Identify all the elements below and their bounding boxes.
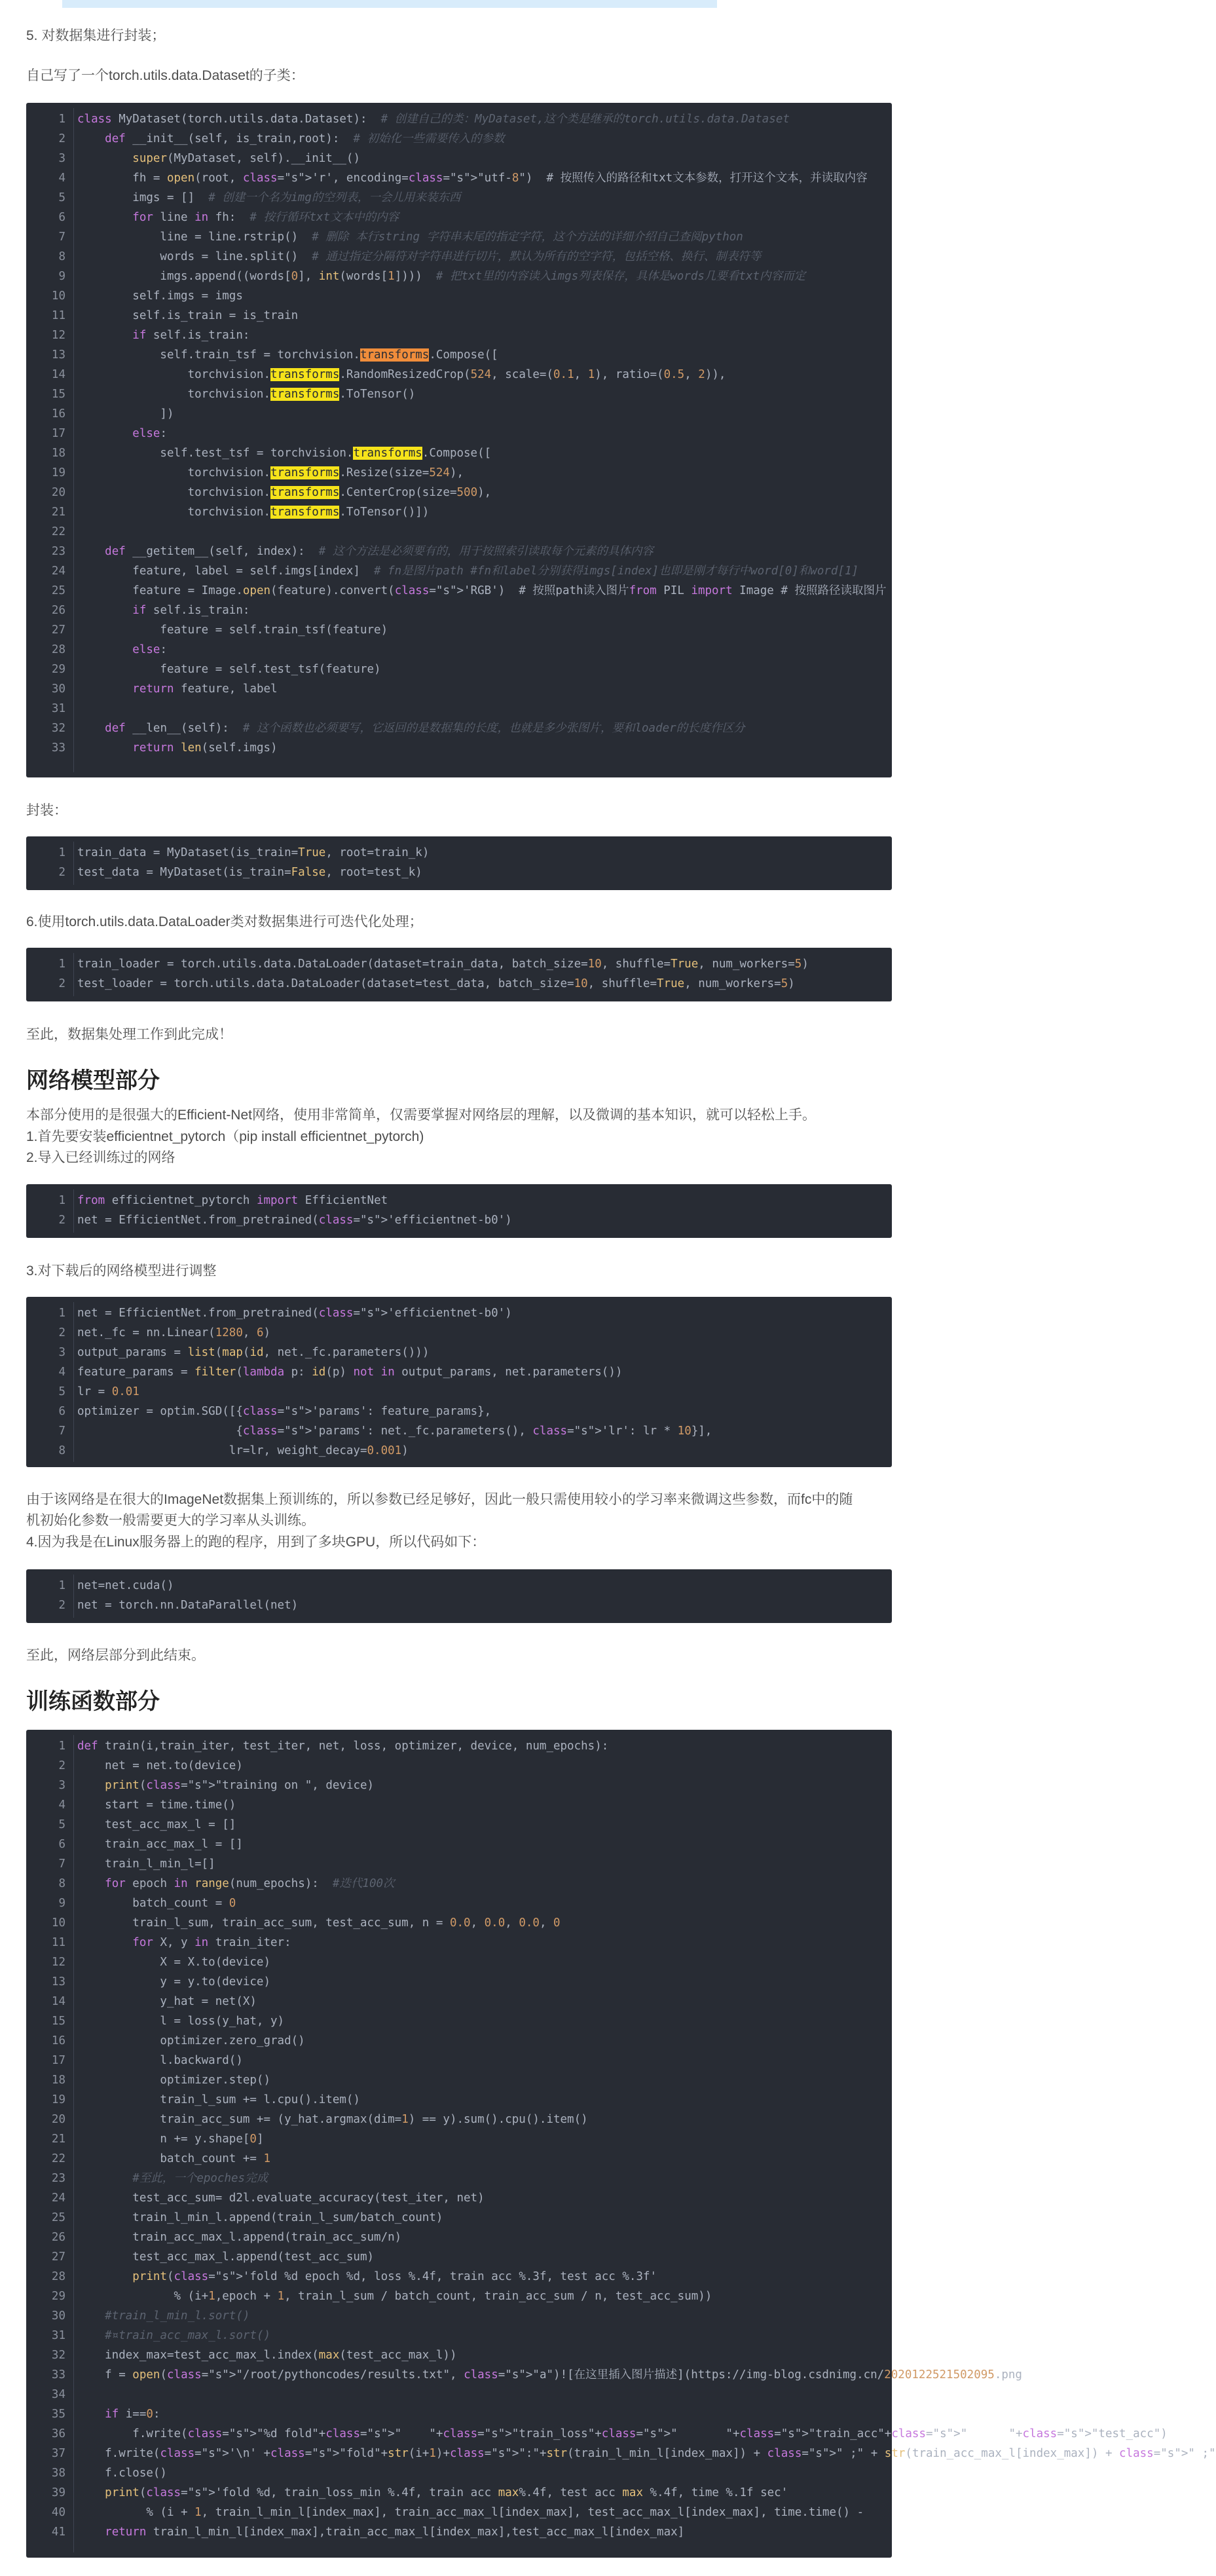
line-number: 38 xyxy=(51,2467,65,2480)
code-line xyxy=(26,974,892,994)
code-line xyxy=(26,2090,892,2110)
code-line xyxy=(26,1576,892,1596)
line-number: 31 xyxy=(51,702,65,715)
code-line xyxy=(26,1815,892,1835)
line-number: 15 xyxy=(51,388,65,401)
code-line xyxy=(26,483,892,502)
code-line xyxy=(26,1972,892,1992)
code-text: net = EfficientNet.from_pretrained(class="s">'efficientnet-b0') xyxy=(77,1214,512,1227)
code-text: self.test_tsf = torchvision.transforms.Compose([ xyxy=(77,447,492,460)
code-line xyxy=(26,1776,892,1795)
code-text: train_l_sum, train_acc_sum, test_acc_sum, n = 0.0, 0.0, 0.0, 0 xyxy=(77,1916,561,1930)
code-line xyxy=(26,954,892,974)
line-number: 3 xyxy=(58,1346,65,1359)
code-text: feature = Image.open(feature).convert(class="s">'RGB') # 按照path读入图片from PIL import Image # 按照路径读取图片 xyxy=(77,584,887,597)
code-text: lr=lr, weight_decay=0.001) xyxy=(77,1444,409,1457)
code-text: torchvision.transforms.RandomResizedCrop(524, scale=(0.1, 1), ratio=(0.5, 2)), xyxy=(77,368,726,381)
line-number: 22 xyxy=(51,525,65,538)
code-line xyxy=(26,306,892,326)
code-text: net._fc = nn.Linear(1280, 6) xyxy=(77,1326,271,1339)
line-number: 29 xyxy=(51,2290,65,2303)
code-line xyxy=(26,1343,892,1362)
line-number: 2 xyxy=(58,1214,65,1227)
line-number: 1 xyxy=(58,1307,65,1320)
line-number: 23 xyxy=(51,545,65,558)
code-text: print(class="s">"training on ", device) xyxy=(105,1779,375,1792)
line-number: 29 xyxy=(51,663,65,676)
line-number: 32 xyxy=(51,2349,65,2362)
code-line xyxy=(26,1874,892,1894)
code-text: y = y.to(device) xyxy=(77,1975,271,1988)
code-block-loader[interactable] xyxy=(26,948,892,1001)
heading-train: 训练函数部分 xyxy=(26,1689,160,1714)
line-number: 2 xyxy=(58,977,65,990)
line-number: 27 xyxy=(51,2250,65,2264)
code-text: imgs.append((words[0], int(words[1]))) # 把txt里的内容读入imgs列表保存，具体是words几要看txt内容而定 xyxy=(77,270,806,283)
code-text: l.backward() xyxy=(77,2054,243,2067)
code-text: train_acc_max_l.append(train_acc_sum/n) xyxy=(77,2231,402,2244)
code-text: return feature, label xyxy=(132,682,278,696)
line-number: 36 xyxy=(51,2427,65,2440)
code-line xyxy=(26,2287,892,2306)
code-text: fh = open(root, class="s">'r', encoding=class="s">"utf-8") # 按照传入的路径和txt文本参数，打开这个文本，并读取内容 xyxy=(77,172,868,185)
code-text: net=net.cuda() xyxy=(77,1579,174,1592)
code-line xyxy=(26,1835,892,1854)
line-number: 6 xyxy=(58,211,65,224)
code-text: feature = self.test_tsf(feature) xyxy=(77,663,381,676)
code-text: imgs = [] # 创建一个名为img的空列表，一会儿用来装东西 xyxy=(77,191,461,204)
line-number: 10 xyxy=(51,289,65,303)
code-line xyxy=(26,738,892,758)
model-done-text: 至此，网络层部分到此结束。 xyxy=(26,1648,205,1663)
line-number: 20 xyxy=(51,486,65,499)
code-line xyxy=(26,1992,892,2011)
code-text: l = loss(y_hat, y) xyxy=(77,2015,285,2028)
code-text: train_acc_sum += (y_hat.argmax(dim=1) == y).sum().cpu().item() xyxy=(77,2113,588,2126)
code-text: f.write(class="s">'\n' +class="s">"fold"+str(i+1)+class="s">":"+str(train_l_min_l[index_max]) + class="s">" ;" + str(train_acc_max_l[index_max]) + class="s">" ;" xyxy=(77,2447,1216,2460)
code-text: lr = 0.01 xyxy=(77,1385,139,1398)
code-line xyxy=(26,2129,892,2149)
code-text: self.train_tsf = torchvision.transforms.Compose([ xyxy=(77,348,498,362)
code-line xyxy=(26,1596,892,1615)
code-text: train_l_min_l=[] xyxy=(77,1857,215,1871)
line-number: 3 xyxy=(58,1779,65,1792)
code-line xyxy=(26,2208,892,2228)
code-text: #至此，一个epoches完成 xyxy=(132,2172,268,2185)
code-line xyxy=(26,561,892,581)
code-text: train_acc_max_l = [] xyxy=(77,1838,243,1851)
imagenet-text-2: 机初始化参数一般需要更大的学习率从头训练。 xyxy=(26,1513,315,1528)
line-number: 25 xyxy=(51,2211,65,2224)
code-block-gpu[interactable] xyxy=(26,1569,892,1623)
code-text: train_data = MyDataset(is_train=True, root=train_k) xyxy=(77,846,430,859)
line-number: 2 xyxy=(58,1599,65,1612)
code-text: for X, y in train_iter: xyxy=(132,1936,291,1949)
code-text: test_acc_sum= d2l.evaluate_accuracy(test_iter, net) xyxy=(77,2192,485,2205)
code-text: if self.is_train: xyxy=(132,604,250,617)
code-line xyxy=(26,227,892,247)
code-line xyxy=(26,2247,892,2267)
code-text: test_acc_max_l.append(test_acc_sum) xyxy=(77,2250,375,2264)
code-line xyxy=(26,581,892,601)
code-text: f.close() xyxy=(77,2467,167,2480)
code-text: if self.is_train: xyxy=(132,329,250,342)
line-number: 21 xyxy=(51,2133,65,2146)
gpu-text: 4.因为我是在Linux服务器上的跑的程序，用到了多块GPU，所以代码如下： xyxy=(26,1535,486,1550)
previous-content-edge xyxy=(62,0,717,8)
line-number: 17 xyxy=(51,427,65,440)
code-line xyxy=(26,109,892,129)
code-text: for line in fh: # 按行循环txt文本中的内容 xyxy=(132,211,399,224)
code-line xyxy=(26,286,892,306)
code-line xyxy=(26,640,892,660)
code-text: ]) xyxy=(77,407,174,420)
code-text: net = net.to(device) xyxy=(77,1759,243,1772)
code-line xyxy=(26,1736,892,1756)
code-text: optimizer.step() xyxy=(77,2074,271,2087)
line-number: 8 xyxy=(58,1877,65,1890)
line-number: 35 xyxy=(51,2408,65,2421)
code-line xyxy=(26,1795,892,1815)
line-number: 2 xyxy=(58,1326,65,1339)
line-number: 13 xyxy=(51,1975,65,1988)
code-text: start = time.time() xyxy=(77,1799,236,1812)
line-number: 1 xyxy=(58,846,65,859)
code-line xyxy=(26,463,892,483)
code-text: super(MyDataset, self).__init__() xyxy=(132,152,360,165)
imagenet-text-1: 由于该网络是在很大的ImageNet数据集上预训练的，所以参数已经足够好，因此一般只需使用较小的学习率来微调这些参数，而fc中的随 xyxy=(26,1492,853,1507)
code-text: batch_count += 1 xyxy=(77,2152,271,2165)
code-line xyxy=(26,326,892,345)
line-number: 19 xyxy=(51,466,65,479)
code-line xyxy=(26,2463,892,2483)
line-number: 8 xyxy=(58,250,65,263)
code-text: torchvision.transforms.Resize(size=524), xyxy=(77,466,464,479)
code-text: index_max=test_acc_max_l.index(max(test_acc_max_l)) xyxy=(77,2349,457,2362)
code-text: feature, label = self.imgs[index] # fn是图片path #fn和label分别获得imgs[index]也即是刚才每行中word[0]和word[1] xyxy=(77,565,859,578)
line-number: 3 xyxy=(58,152,65,165)
code-line xyxy=(26,1362,892,1382)
code-line xyxy=(26,424,892,443)
code-text: words = line.split() # 通过指定分隔符对字符串进行切片，默认为所有的空字符，包括空格、换行、制表符等 xyxy=(77,250,762,263)
code-text: for epoch in range(num_epochs): #迭代100次 xyxy=(105,1877,395,1890)
line-number: 37 xyxy=(51,2447,65,2460)
code-block-wrap[interactable] xyxy=(26,836,892,890)
code-line xyxy=(26,660,892,679)
code-text: n += y.shape[0] xyxy=(77,2133,264,2146)
line-number: 27 xyxy=(51,624,65,637)
code-text: print(class="s">'fold %d epoch %d, loss %.4f, train acc %.3f, test acc %.3f' xyxy=(132,2270,657,2283)
code-line xyxy=(26,1191,892,1210)
code-line xyxy=(26,2326,892,2345)
code-text: #¤train_acc_max_l.sort() xyxy=(105,2329,271,2342)
code-line xyxy=(26,1323,892,1343)
code-text: f = open(class="s">"/root/pythoncodes/results.txt", class="s">"a")![在这里插入图片描述](https://img-blog.csdnimg.cn/2020122521502095.png xyxy=(77,2368,1022,2381)
line-number: 2 xyxy=(58,1759,65,1772)
code-text: net = torch.nn.DataParallel(net) xyxy=(77,1599,299,1612)
adjust-text: 3.对下载后的网络模型进行调整 xyxy=(26,1263,217,1279)
code-line xyxy=(26,843,892,863)
line-number: 24 xyxy=(51,2192,65,2205)
code-line xyxy=(26,620,892,640)
code-line xyxy=(26,2503,892,2522)
install-text: 1.首先要安装efficientnet_pytorch（pip install efficientnet_pytorch) xyxy=(26,1129,424,1144)
code-line xyxy=(26,2522,892,2542)
line-number: 41 xyxy=(51,2526,65,2539)
line-number: 6 xyxy=(58,1405,65,1418)
code-line xyxy=(26,2070,892,2090)
line-number: 24 xyxy=(51,565,65,578)
line-number: 31 xyxy=(51,2329,65,2342)
code-line xyxy=(26,2267,892,2287)
code-line xyxy=(26,365,892,384)
code-line xyxy=(26,1421,892,1441)
code-text: self.is_train = is_train xyxy=(77,309,299,322)
code-text: test_acc_max_l = [] xyxy=(77,1818,236,1831)
line-number: 28 xyxy=(51,643,65,656)
code-text: print(class="s">'fold %d, train_loss_min %.4f, train acc max%.4f, test acc max %.4f, time %.1f sec' xyxy=(105,2486,788,2499)
code-line xyxy=(26,2306,892,2326)
code-line xyxy=(26,2385,892,2404)
line-number: 12 xyxy=(51,1956,65,1969)
subclass-text: 自己写了一个torch.utils.data.Dataset的子类： xyxy=(26,68,304,83)
line-number: 9 xyxy=(58,1897,65,1910)
line-number: 1 xyxy=(58,958,65,971)
line-number: 22 xyxy=(51,2152,65,2165)
line-number: 16 xyxy=(51,407,65,420)
code-line xyxy=(26,208,892,227)
line-number: 33 xyxy=(51,741,65,755)
code-line xyxy=(26,345,892,365)
code-line xyxy=(26,679,892,699)
code-text: X = X.to(device) xyxy=(77,1956,271,1969)
line-number: 1 xyxy=(58,1579,65,1592)
code-text: #train_l_min_l.sort() xyxy=(105,2309,250,2323)
line-number: 34 xyxy=(51,2388,65,2401)
line-number: 4 xyxy=(58,1799,65,1812)
line-number: 39 xyxy=(51,2486,65,2499)
code-line xyxy=(26,601,892,620)
heading-model: 网络模型部分 xyxy=(26,1068,160,1093)
code-line xyxy=(26,1952,892,1972)
code-line xyxy=(26,168,892,188)
line-number: 26 xyxy=(51,604,65,617)
code-text: def __getitem__(self, index): # 这个方法是必须要有的，用于按照索引读取每个元素的具体内容 xyxy=(105,545,654,558)
line-number: 1 xyxy=(58,1194,65,1207)
code-line xyxy=(26,1303,892,1323)
line-number: 5 xyxy=(58,191,65,204)
code-line xyxy=(26,2404,892,2424)
line-number: 11 xyxy=(51,1936,65,1949)
code-text: def __init__(self, is_train,root): # 初始化一些需要传入的参数 xyxy=(105,132,505,145)
code-text: torchvision.transforms.ToTensor()]) xyxy=(77,506,430,519)
code-line xyxy=(26,247,892,267)
code-text: else: xyxy=(132,643,167,656)
code-block-import[interactable] xyxy=(26,1184,892,1238)
code-line xyxy=(26,129,892,149)
code-text: train_l_sum += l.cpu().item() xyxy=(77,2093,360,2106)
code-text: torchvision.transforms.CenterCrop(size=500), xyxy=(77,486,492,499)
code-line xyxy=(26,2228,892,2247)
code-line xyxy=(26,863,892,882)
code-text: train_loader = torch.utils.data.DataLoader(dataset=train_data, batch_size=10, shuffle=True, num_workers=5) xyxy=(77,958,809,971)
code-line xyxy=(26,1894,892,1913)
code-line xyxy=(26,542,892,561)
code-line xyxy=(26,1756,892,1776)
code-text: y_hat = net(X) xyxy=(77,1995,257,2008)
code-text: return train_l_min_l[index_max],train_acc_max_l[index_max],test_acc_max_l[index_max] xyxy=(105,2526,685,2539)
line-number: 11 xyxy=(51,309,65,322)
code-line xyxy=(26,267,892,286)
model-intro-text: 本部分使用的是很强大的Efficient-Net网络，使用非常简单，仅需要掌握对网络层的理解，以及微调的基本知识，就可以轻松上手。 xyxy=(26,1108,816,1123)
code-text: optimizer.zero_grad() xyxy=(77,2034,305,2047)
line-number: 7 xyxy=(58,231,65,244)
code-text: def __len__(self): # 这个函数也必须要写，它返回的是数据集的长度，也就是多少张图片，要和loader的长度作区分 xyxy=(105,722,745,735)
code-line xyxy=(26,2011,892,2031)
line-number: 23 xyxy=(51,2172,65,2185)
line-number: 21 xyxy=(51,506,65,519)
code-line xyxy=(26,699,892,719)
code-text: class MyDataset(torch.utils.data.Dataset): # 创建自己的类：MyDataset,这个类是继承的torch.utils.data.Dataset xyxy=(77,113,790,126)
code-text: optimizer = optim.SGD([{class="s">'params': feature_params}, xyxy=(77,1405,492,1418)
code-line xyxy=(26,384,892,404)
code-text: f.write(class="s">"%d fold"+class="s">" "+class="s">"train_loss"+class="s">" "+class="s">"train_acc"+class="s">" "+class="s">"test_acc") xyxy=(77,2427,1168,2440)
code-text: def train(i,train_iter, test_iter, net, loss, optimizer, device, num_epochs): xyxy=(77,1740,609,1753)
code-line xyxy=(26,149,892,168)
line-number: 26 xyxy=(51,2231,65,2244)
step-5-text: 5. 对数据集进行封装； xyxy=(26,28,166,43)
code-line xyxy=(26,2483,892,2503)
code-line xyxy=(26,502,892,522)
line-number: 30 xyxy=(51,682,65,696)
line-number: 4 xyxy=(58,1366,65,1379)
line-number: 8 xyxy=(58,1444,65,1457)
line-number: 14 xyxy=(51,368,65,381)
line-number: 15 xyxy=(51,2015,65,2028)
code-line xyxy=(26,2424,1168,2444)
line-number: 1 xyxy=(58,1740,65,1753)
code-line xyxy=(26,719,892,738)
code-line xyxy=(26,2169,892,2188)
line-number: 6 xyxy=(58,1838,65,1851)
code-line xyxy=(26,2031,892,2051)
line-number: 17 xyxy=(51,2054,65,2067)
line-number: 25 xyxy=(51,584,65,597)
code-line xyxy=(26,1402,892,1421)
code-block-adjust[interactable] xyxy=(26,1297,892,1467)
code-line xyxy=(26,1210,892,1230)
line-number: 5 xyxy=(58,1385,65,1398)
code-line xyxy=(26,1913,892,1933)
line-number: 13 xyxy=(51,348,65,362)
code-text: test_data = MyDataset(is_train=False, root=test_k) xyxy=(77,866,422,879)
code-text: self.imgs = imgs xyxy=(77,289,243,303)
code-text: output_params = list(map(id, net._fc.parameters())) xyxy=(77,1346,430,1359)
code-text: net = EfficientNet.from_pretrained(class="s">'efficientnet-b0') xyxy=(77,1307,512,1320)
step-6-text: 6.使用torch.utils.data.DataLoader类对数据集进行可迭代化处理； xyxy=(26,914,423,929)
code-text: torchvision.transforms.ToTensor() xyxy=(77,388,416,401)
code-line xyxy=(26,404,892,424)
code-text: test_loader = torch.utils.data.DataLoader(dataset=test_data, batch_size=10, shuffle=True, num_workers=5) xyxy=(77,977,795,990)
code-line xyxy=(26,2051,892,2070)
code-line xyxy=(26,2110,892,2129)
code-block-dataset[interactable] xyxy=(26,103,892,777)
import-text: 2.导入已经训练过的网络 xyxy=(26,1150,175,1165)
code-text: feature = self.train_tsf(feature) xyxy=(77,624,388,637)
code-line xyxy=(26,1441,892,1461)
code-text: % (i+1,epoch + 1, train_l_sum / batch_count, train_acc_sum / n, test_acc_sum)) xyxy=(77,2290,712,2303)
code-text: % (i + 1, train_l_min_l[index_max], train_acc_max_l[index_max], test_acc_max_l[index_max], time.time() - xyxy=(77,2506,864,2519)
code-line xyxy=(26,2345,892,2365)
line-number: 7 xyxy=(58,1857,65,1871)
code-text: batch_count = 0 xyxy=(77,1897,236,1910)
line-number: 5 xyxy=(58,1818,65,1831)
line-number: 1 xyxy=(58,113,65,126)
line-number: 7 xyxy=(58,1425,65,1438)
code-line xyxy=(26,443,892,463)
line-number: 32 xyxy=(51,722,65,735)
wrap-text: 封装： xyxy=(26,803,67,818)
line-number: 12 xyxy=(51,329,65,342)
code-text: else: xyxy=(132,427,167,440)
code-line xyxy=(26,1382,892,1402)
line-number: 14 xyxy=(51,1995,65,2008)
line-number: 4 xyxy=(58,172,65,185)
code-block-train[interactable] xyxy=(26,1730,1216,2558)
code-line xyxy=(26,1854,892,1874)
code-line xyxy=(26,188,892,208)
code-text: {class="s">'params': net._fc.parameters(), class="s">'lr': lr * 10}], xyxy=(77,1425,712,1438)
line-number: 18 xyxy=(51,2074,65,2087)
code-line xyxy=(26,2149,892,2169)
code-text: line = line.rstrip() # 删除 本行string 字符串末尾的指定字符，这个方法的详细介绍自己查阅python xyxy=(77,231,743,244)
code-line xyxy=(26,2444,1216,2463)
code-line xyxy=(26,2365,1022,2385)
code-line xyxy=(26,2188,892,2208)
line-number: 30 xyxy=(51,2309,65,2323)
code-line xyxy=(26,522,892,542)
line-number: 2 xyxy=(58,866,65,879)
line-number: 18 xyxy=(51,447,65,460)
line-number: 10 xyxy=(51,1916,65,1930)
line-number: 20 xyxy=(51,2113,65,2126)
code-line xyxy=(26,1933,892,1952)
code-text: train_l_min_l.append(train_l_sum/batch_count) xyxy=(77,2211,443,2224)
line-number: 9 xyxy=(58,270,65,283)
code-text: from efficientnet_pytorch import EfficientNet xyxy=(77,1194,388,1207)
line-number: 16 xyxy=(51,2034,65,2047)
line-number: 40 xyxy=(51,2506,65,2519)
line-number: 2 xyxy=(58,132,65,145)
line-number: 28 xyxy=(51,2270,65,2283)
line-number: 33 xyxy=(51,2368,65,2381)
code-text: if i==0: xyxy=(105,2408,160,2421)
code-text: feature_params = filter(lambda p: id(p) not in output_params, net.parameters()) xyxy=(77,1366,623,1379)
line-number: 19 xyxy=(51,2093,65,2106)
code-text: return len(self.imgs) xyxy=(132,741,278,755)
data-done-text: 至此，数据集处理工作到此完成！ xyxy=(26,1027,232,1042)
